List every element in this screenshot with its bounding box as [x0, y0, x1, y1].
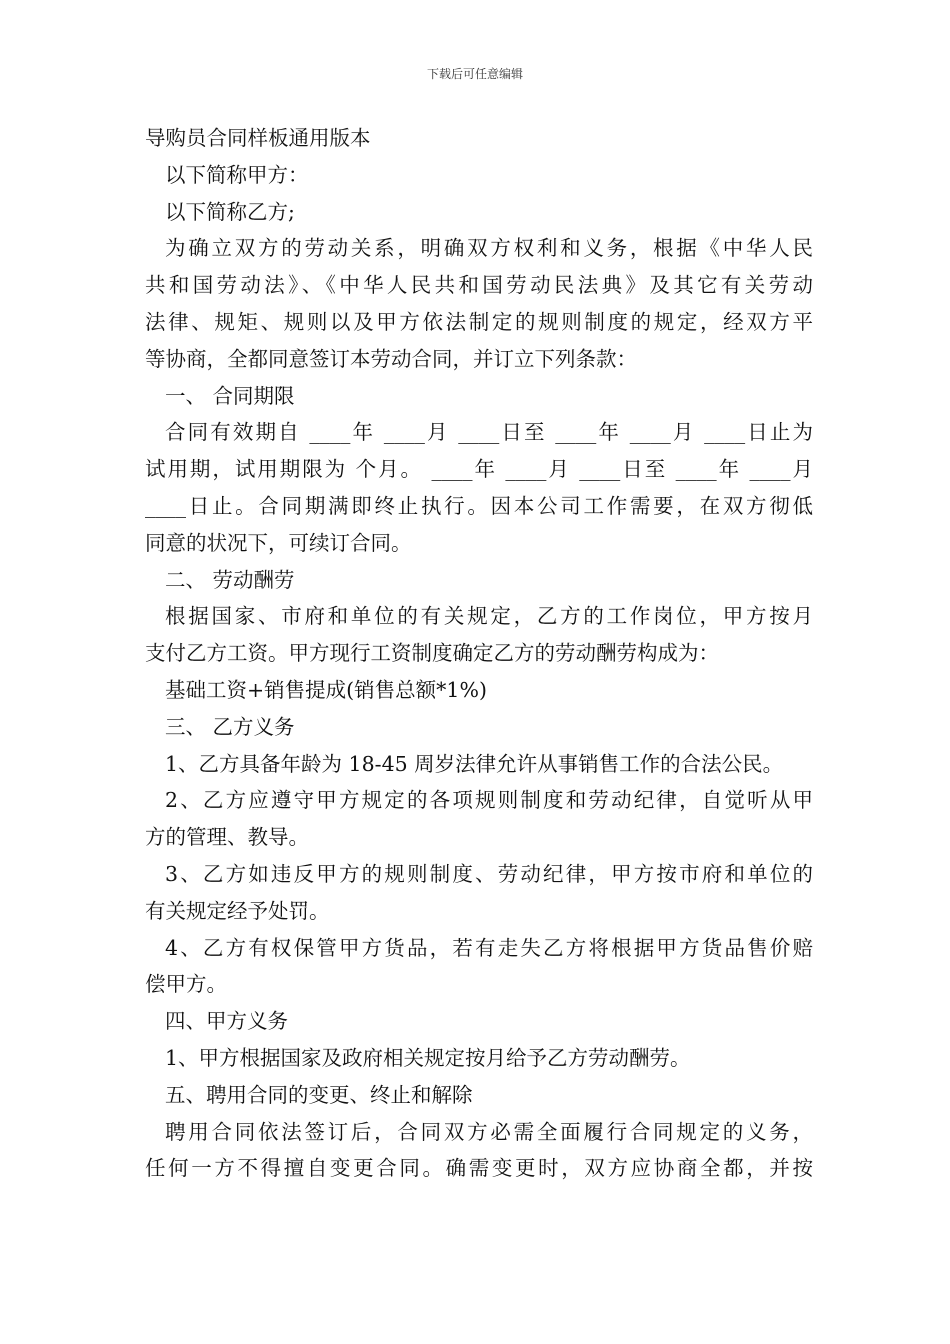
- document-line: 等协商，全都同意签订本劳动合同，并订立下列条款：: [145, 346, 637, 371]
- document-line: 法律、规矩、规则以及甲方依法制定的规则制度的规定，经双方平: [145, 309, 813, 334]
- document-line: 2、乙方应遵守甲方规定的各项规则制度和劳动纪律，自觉听从甲: [165, 788, 813, 813]
- document-line: 1、乙方具备年龄为 18-45 周岁法律允许从事销售工作的合法公民。: [165, 751, 784, 776]
- document-line: 偿甲方。: [145, 972, 227, 997]
- page-header: 下载后可任意编辑: [426, 67, 523, 81]
- document-body: [145, 120, 813, 1187]
- document-line: 为确立双方的劳动关系，明确双方权利和义务，根据《中华人民: [165, 236, 813, 261]
- document-line: 合同有效期自 ____年 ____月 ____日至 ____年 ____月 ____日止为: [165, 420, 813, 445]
- document-line: 以下简称乙方;: [165, 199, 295, 224]
- document-line: 方的管理、教导。: [145, 825, 309, 850]
- document-line: 支付乙方工资。甲方现行工资制度确定乙方的劳动酬劳构成为：: [145, 641, 719, 666]
- document-line: 基础工资+销售提成(销售总额*1%): [165, 677, 487, 702]
- document-line: 五、聘用合同的变更、终止和解除: [165, 1082, 473, 1107]
- document-line: 共和国劳动法》、《中华人民共和国劳动民法典》及其它有关劳动: [145, 273, 813, 298]
- document-line: 4、乙方有权保管甲方货品，若有走失乙方将根据甲方货品售价赔: [165, 935, 813, 960]
- document-line: 四、甲方义务: [165, 1009, 288, 1034]
- document-line: 聘用合同依法签订后，合同双方必需全面履行合同规定的义务，: [165, 1119, 813, 1144]
- document-line: 任何一方不得擅自变更合同。确需变更时，双方应协商全都，并按: [145, 1156, 813, 1181]
- document-line: 一、 合同期限: [165, 383, 295, 408]
- document-line: 根据国家、市府和单位的有关规定，乙方的工作岗位，甲方按月: [165, 604, 813, 629]
- document-line: 同意的状况下，可续订合同。: [145, 530, 412, 555]
- document-line: 以下简称甲方：: [165, 162, 309, 187]
- document-line: 二、 劳动酬劳: [165, 567, 295, 592]
- document-line: 有关规定经予处罚。: [145, 898, 330, 923]
- document-line: 3、乙方如违反甲方的规则制度、劳动纪律，甲方按市府和单位的: [165, 861, 813, 886]
- document-title: 导购员合同样板通用版本: [145, 126, 371, 150]
- document-line: 1、甲方根据国家及政府相关规定按月给予乙方劳动酬劳。: [165, 1045, 691, 1070]
- document-line: ____日止。合同期满即终止执行。因本公司工作需要，在双方彻低: [145, 493, 813, 518]
- document-line: 试用期，试用期限为 个月。 ____年 ____月 ____日至 ____年 ____月: [145, 457, 813, 482]
- document-line: 三、 乙方义务: [165, 714, 295, 739]
